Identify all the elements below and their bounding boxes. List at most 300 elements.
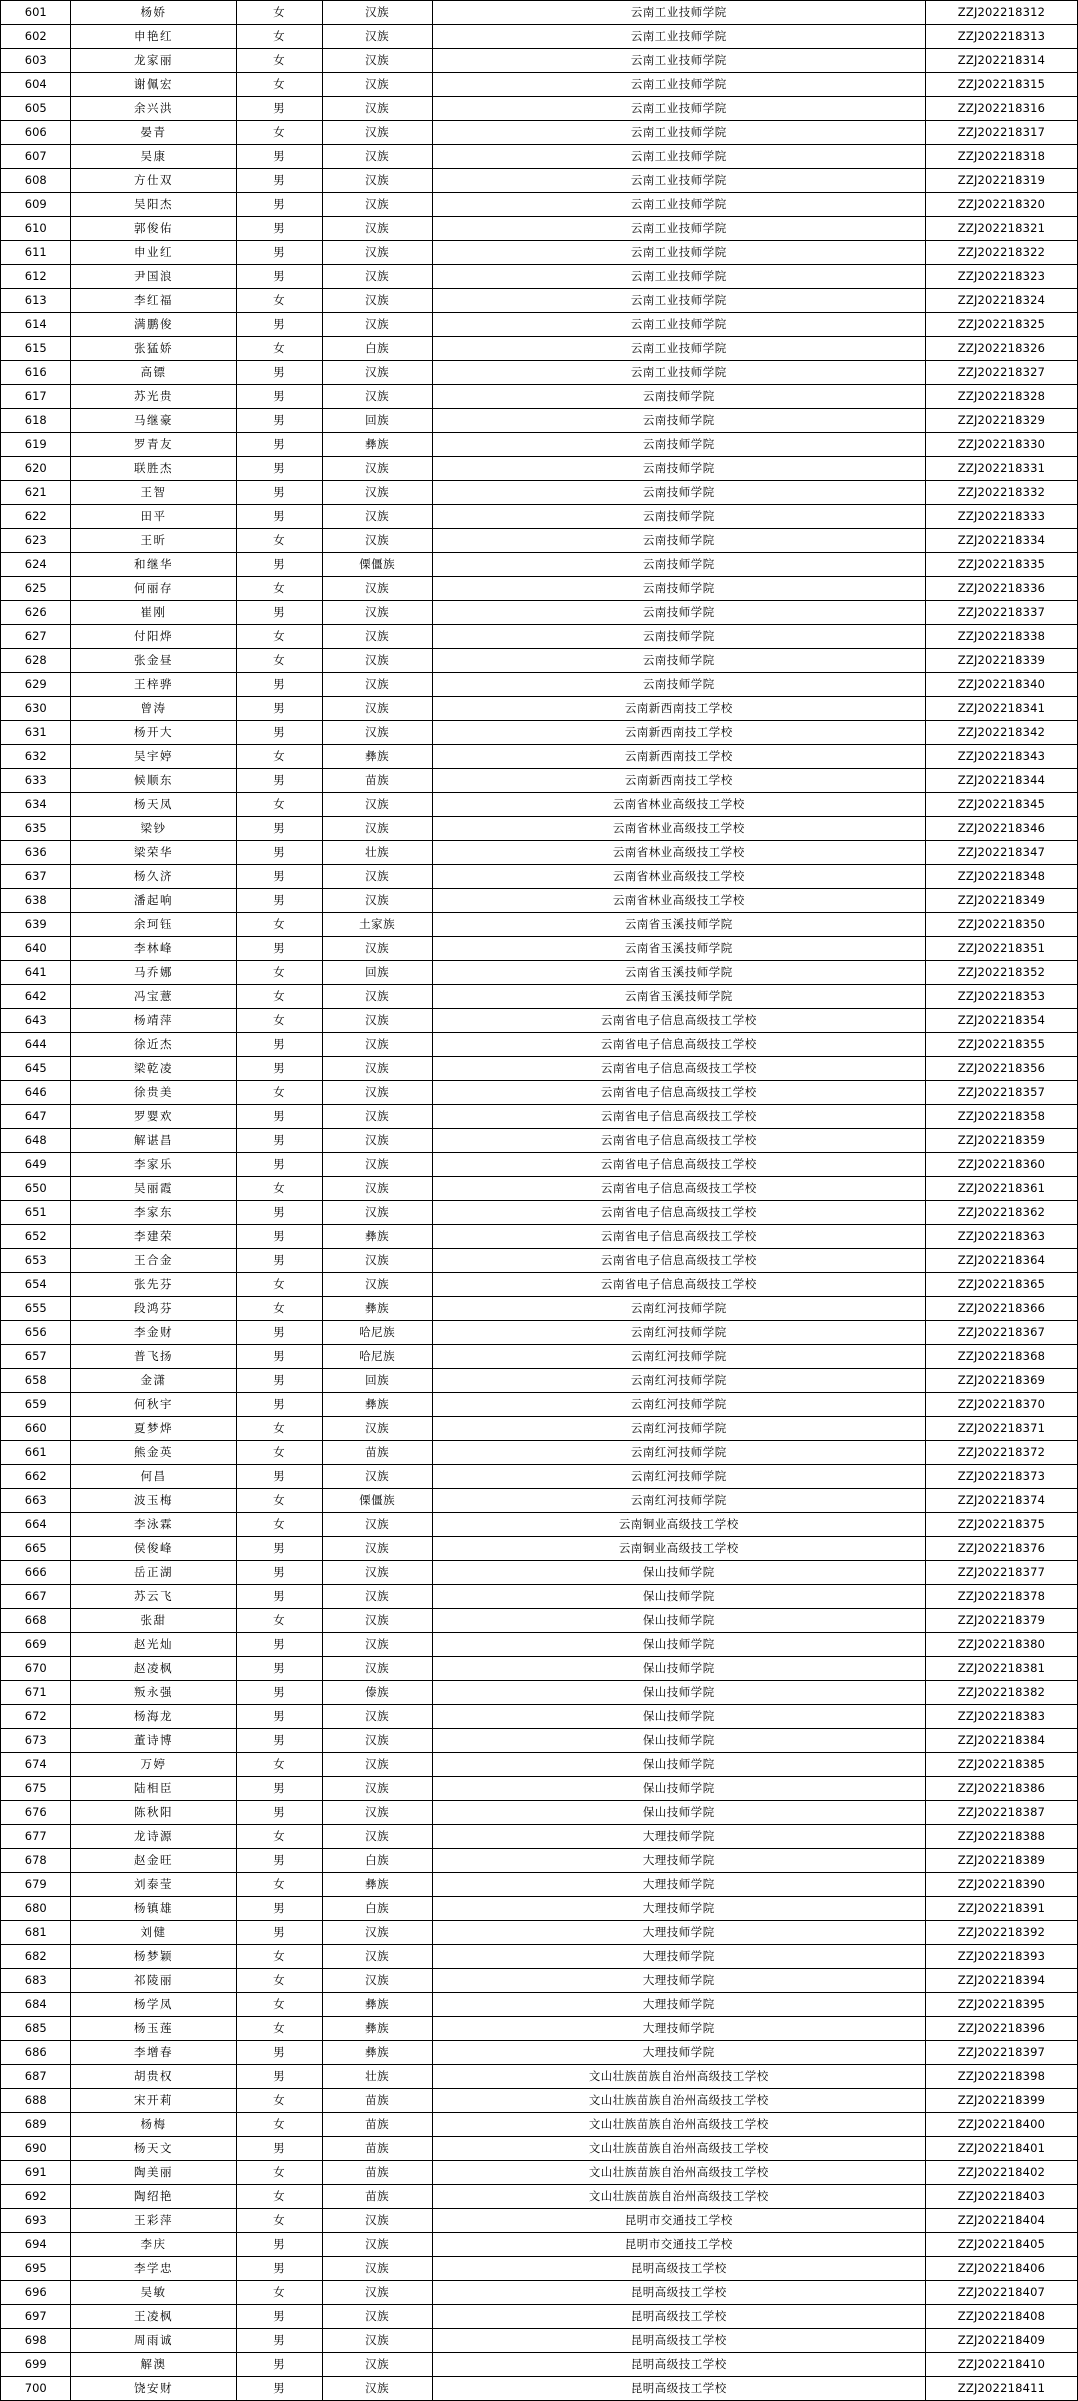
row-school: 云南技师学院 [432,481,925,505]
row-sex: 男 [236,169,322,193]
row-certificate-id: ZZJ202218356 [925,1057,1077,1081]
row-school: 云南新西南技工学校 [432,745,925,769]
row-name: 杨学凤 [71,1993,236,2017]
row-index: 678 [1,1849,71,1873]
row-school: 昆明高级技工学校 [432,2353,925,2377]
table-row [1,2209,1078,2233]
row-ethnicity: 白族 [322,1849,432,1873]
row-sex: 女 [236,2209,322,2233]
row-sex: 男 [236,1729,322,1753]
row-certificate-id: ZZJ202218376 [925,1537,1077,1561]
row-name: 梁荣华 [71,841,236,865]
row-sex: 男 [236,217,322,241]
row-index: 676 [1,1801,71,1825]
row-school: 保山技师学院 [432,1561,925,1585]
row-sex: 女 [236,649,322,673]
row-name: 杨开大 [71,721,236,745]
row-index: 661 [1,1441,71,1465]
row-school: 云南省玉溪技师学院 [432,961,925,985]
row-sex: 女 [236,1489,322,1513]
row-ethnicity: 汉族 [322,169,432,193]
table-row [1,1873,1078,1897]
row-index: 647 [1,1105,71,1129]
table-row [1,2185,1078,2209]
row-name: 李建荣 [71,1225,236,1249]
table-row [1,697,1078,721]
row-index: 699 [1,2353,71,2377]
row-ethnicity: 苗族 [322,2161,432,2185]
row-sex: 男 [236,841,322,865]
row-name: 付阳烨 [71,625,236,649]
row-name: 王凌枫 [71,2305,236,2329]
row-name: 潘起响 [71,889,236,913]
row-ethnicity: 汉族 [322,1057,432,1081]
row-ethnicity: 汉族 [322,1513,432,1537]
row-school: 文山壮族苗族自治州高级技工学校 [432,2161,925,2185]
row-index: 641 [1,961,71,985]
row-index: 645 [1,1057,71,1081]
row-certificate-id: ZZJ202218380 [925,1633,1077,1657]
row-index: 611 [1,241,71,265]
row-certificate-id: ZZJ202218359 [925,1129,1077,1153]
row-certificate-id: ZZJ202218320 [925,193,1077,217]
row-name: 赵光灿 [71,1633,236,1657]
table-row [1,913,1078,937]
row-sex: 男 [236,2305,322,2329]
table-row [1,2089,1078,2113]
row-sex: 女 [236,2017,322,2041]
row-name: 万婷 [71,1753,236,1777]
row-ethnicity: 汉族 [322,937,432,961]
row-name: 解澳 [71,2353,236,2377]
table-row [1,937,1078,961]
table-row [1,2137,1078,2161]
row-certificate-id: ZZJ202218316 [925,97,1077,121]
row-school: 云南技师学院 [432,577,925,601]
row-name: 冯宝薏 [71,985,236,1009]
row-ethnicity: 白族 [322,1897,432,1921]
row-certificate-id: ZZJ202218382 [925,1681,1077,1705]
row-name: 何昌 [71,1465,236,1489]
row-school: 云南省玉溪技师学院 [432,985,925,1009]
row-school: 云南红河技师学院 [432,1321,925,1345]
row-sex: 女 [236,1609,322,1633]
row-name: 波玉梅 [71,1489,236,1513]
row-name: 吴敏 [71,2281,236,2305]
row-school: 云南技师学院 [432,553,925,577]
row-sex: 女 [236,1273,322,1297]
row-name: 晏青 [71,121,236,145]
row-ethnicity: 彝族 [322,2017,432,2041]
table-row [1,553,1078,577]
roster-table-body [1,1,1078,2401]
row-school: 云南铜业高级技工学校 [432,1513,925,1537]
row-ethnicity: 汉族 [322,793,432,817]
row-certificate-id: ZZJ202218335 [925,553,1077,577]
row-index: 608 [1,169,71,193]
row-name: 曾涛 [71,697,236,721]
row-index: 628 [1,649,71,673]
row-school: 保山技师学院 [432,1801,925,1825]
row-sex: 男 [236,193,322,217]
table-row [1,1489,1078,1513]
row-index: 616 [1,361,71,385]
row-name: 申艳红 [71,25,236,49]
row-name: 谢佩宏 [71,73,236,97]
row-school: 云南新西南技工学校 [432,721,925,745]
row-name: 陆相臣 [71,1777,236,1801]
row-certificate-id: ZZJ202218366 [925,1297,1077,1321]
row-ethnicity: 汉族 [322,2281,432,2305]
row-sex: 男 [236,97,322,121]
row-index: 691 [1,2161,71,2185]
row-index: 685 [1,2017,71,2041]
row-index: 680 [1,1897,71,1921]
row-certificate-id: ZZJ202218386 [925,1777,1077,1801]
row-index: 614 [1,313,71,337]
row-name: 熊金英 [71,1441,236,1465]
row-name: 周雨诚 [71,2329,236,2353]
row-sex: 男 [236,361,322,385]
table-row [1,1705,1078,1729]
row-name: 夏梦烨 [71,1417,236,1441]
table-row [1,1345,1078,1369]
row-school: 云南省电子信息高级技工学校 [432,1225,925,1249]
row-index: 612 [1,265,71,289]
row-certificate-id: ZZJ202218391 [925,1897,1077,1921]
row-ethnicity: 彝族 [322,1993,432,2017]
row-index: 646 [1,1081,71,1105]
row-index: 656 [1,1321,71,1345]
row-sex: 男 [236,385,322,409]
row-ethnicity: 汉族 [322,97,432,121]
row-index: 627 [1,625,71,649]
row-name: 杨海龙 [71,1705,236,1729]
row-name: 董诗博 [71,1729,236,1753]
row-index: 630 [1,697,71,721]
row-index: 695 [1,2257,71,2281]
row-certificate-id: ZZJ202218367 [925,1321,1077,1345]
row-ethnicity: 哈尼族 [322,1321,432,1345]
row-ethnicity: 汉族 [322,1129,432,1153]
row-sex: 女 [236,2113,322,2137]
row-name: 崔刚 [71,601,236,625]
row-name: 李学忠 [71,2257,236,2281]
table-row [1,25,1078,49]
row-certificate-id: ZZJ202218402 [925,2161,1077,2185]
row-sex: 男 [236,817,322,841]
row-school: 文山壮族苗族自治州高级技工学校 [432,2089,925,2113]
row-certificate-id: ZZJ202218330 [925,433,1077,457]
row-index: 669 [1,1633,71,1657]
row-certificate-id: ZZJ202218355 [925,1033,1077,1057]
row-name: 梁乾凌 [71,1057,236,1081]
row-ethnicity: 汉族 [322,673,432,697]
row-ethnicity: 汉族 [322,193,432,217]
row-certificate-id: ZZJ202218351 [925,937,1077,961]
row-sex: 男 [236,457,322,481]
row-ethnicity: 彝族 [322,745,432,769]
table-row [1,2017,1078,2041]
row-index: 609 [1,193,71,217]
row-school: 云南技师学院 [432,457,925,481]
row-sex: 女 [236,1969,322,1993]
row-school: 云南工业技师学院 [432,313,925,337]
row-ethnicity: 汉族 [322,1153,432,1177]
row-sex: 男 [236,1633,322,1657]
row-name: 高镖 [71,361,236,385]
row-index: 670 [1,1657,71,1681]
row-ethnicity: 汉族 [322,265,432,289]
row-certificate-id: ZZJ202218398 [925,2065,1077,2089]
row-ethnicity: 汉族 [322,1105,432,1129]
row-sex: 男 [236,1705,322,1729]
row-ethnicity: 汉族 [322,625,432,649]
row-name: 徐贵美 [71,1081,236,1105]
row-certificate-id: ZZJ202218313 [925,25,1077,49]
row-sex: 女 [236,1417,322,1441]
table-row [1,289,1078,313]
row-certificate-id: ZZJ202218344 [925,769,1077,793]
row-sex: 女 [236,1009,322,1033]
table-row [1,2353,1078,2377]
table-row [1,1777,1078,1801]
table-row [1,73,1078,97]
row-index: 674 [1,1753,71,1777]
row-sex: 女 [236,1441,322,1465]
row-index: 640 [1,937,71,961]
row-sex: 女 [236,1,322,25]
row-name: 王梓骅 [71,673,236,697]
row-certificate-id: ZZJ202218373 [925,1465,1077,1489]
row-index: 610 [1,217,71,241]
row-sex: 女 [236,1513,322,1537]
row-certificate-id: ZZJ202218390 [925,1873,1077,1897]
table-row [1,2065,1078,2089]
row-school: 云南红河技师学院 [432,1417,925,1441]
row-ethnicity: 汉族 [322,121,432,145]
row-certificate-id: ZZJ202218328 [925,385,1077,409]
row-sex: 男 [236,1057,322,1081]
row-ethnicity: 汉族 [322,1201,432,1225]
row-index: 682 [1,1945,71,1969]
row-sex: 男 [236,1105,322,1129]
row-school: 云南省电子信息高级技工学校 [432,1201,925,1225]
table-row [1,2377,1078,2401]
row-sex: 男 [236,937,322,961]
row-index: 663 [1,1489,71,1513]
row-name: 满鹏俊 [71,313,236,337]
row-index: 643 [1,1009,71,1033]
row-ethnicity: 汉族 [322,817,432,841]
row-ethnicity: 汉族 [322,1273,432,1297]
row-name: 杨梅 [71,2113,236,2137]
row-name: 申业红 [71,241,236,265]
row-ethnicity: 汉族 [322,889,432,913]
row-ethnicity: 汉族 [322,2257,432,2281]
table-row [1,145,1078,169]
table-row [1,1129,1078,1153]
row-name: 段鸿芬 [71,1297,236,1321]
row-school: 昆明高级技工学校 [432,2281,925,2305]
table-row [1,817,1078,841]
row-certificate-id: ZZJ202218401 [925,2137,1077,2161]
row-school: 云南红河技师学院 [432,1369,925,1393]
row-ethnicity: 汉族 [322,1609,432,1633]
table-row [1,1921,1078,1945]
row-name: 吴阳杰 [71,193,236,217]
row-index: 688 [1,2089,71,2113]
table-row [1,1681,1078,1705]
row-school: 云南技师学院 [432,601,925,625]
row-ethnicity: 汉族 [322,1633,432,1657]
row-sex: 男 [236,1849,322,1873]
row-certificate-id: ZZJ202218395 [925,1993,1077,2017]
row-index: 613 [1,289,71,313]
table-row [1,1177,1078,1201]
row-name: 李增春 [71,2041,236,2065]
row-ethnicity: 汉族 [322,2233,432,2257]
row-name: 杨梦颖 [71,1945,236,1969]
row-sex: 男 [236,2065,322,2089]
row-index: 636 [1,841,71,865]
row-sex: 男 [236,265,322,289]
row-sex: 女 [236,1177,322,1201]
row-school: 云南工业技师学院 [432,241,925,265]
row-sex: 男 [236,601,322,625]
row-name: 张甜 [71,1609,236,1633]
row-sex: 男 [236,1033,322,1057]
row-ethnicity: 白族 [322,337,432,361]
row-ethnicity: 汉族 [322,1657,432,1681]
row-index: 618 [1,409,71,433]
row-index: 667 [1,1585,71,1609]
row-school: 昆明市交通技工学校 [432,2209,925,2233]
row-certificate-id: ZZJ202218397 [925,2041,1077,2065]
row-certificate-id: ZZJ202218349 [925,889,1077,913]
row-sex: 男 [236,313,322,337]
row-sex: 女 [236,625,322,649]
row-index: 624 [1,553,71,577]
row-school: 保山技师学院 [432,1729,925,1753]
row-sex: 男 [236,145,322,169]
row-index: 697 [1,2305,71,2329]
row-sex: 女 [236,1993,322,2017]
table-row [1,1249,1078,1273]
row-sex: 男 [236,1129,322,1153]
row-name: 侯俊峰 [71,1537,236,1561]
row-ethnicity: 壮族 [322,2065,432,2089]
row-ethnicity: 傈僵族 [322,553,432,577]
row-school: 保山技师学院 [432,1657,925,1681]
row-school: 云南技师学院 [432,649,925,673]
row-name: 李金财 [71,1321,236,1345]
table-row [1,1441,1078,1465]
row-ethnicity: 汉族 [322,601,432,625]
row-index: 652 [1,1225,71,1249]
row-school: 昆明高级技工学校 [432,2329,925,2353]
row-name: 张先芬 [71,1273,236,1297]
row-school: 昆明高级技工学校 [432,2377,925,2401]
row-sex: 女 [236,1753,322,1777]
table-row [1,1609,1078,1633]
row-ethnicity: 汉族 [322,2305,432,2329]
row-ethnicity: 傣族 [322,1681,432,1705]
table-row [1,529,1078,553]
row-name: 岳正湖 [71,1561,236,1585]
row-index: 660 [1,1417,71,1441]
row-school: 云南省林业高级技工学校 [432,817,925,841]
row-index: 664 [1,1513,71,1537]
row-ethnicity: 汉族 [322,1753,432,1777]
row-index: 686 [1,2041,71,2065]
row-ethnicity: 汉族 [322,2377,432,2401]
row-sex: 男 [236,481,322,505]
row-name: 苏云飞 [71,1585,236,1609]
row-school: 云南省电子信息高级技工学校 [432,1081,925,1105]
row-school: 云南工业技师学院 [432,193,925,217]
row-certificate-id: ZZJ202218372 [925,1441,1077,1465]
row-sex: 男 [236,2233,322,2257]
table-row [1,1753,1078,1777]
row-sex: 男 [236,1201,322,1225]
row-certificate-id: ZZJ202218400 [925,2113,1077,2137]
row-sex: 男 [236,1537,322,1561]
row-name: 陶绍艳 [71,2185,236,2209]
row-sex: 男 [236,1369,322,1393]
row-sex: 男 [236,2137,322,2161]
row-index: 603 [1,49,71,73]
row-sex: 男 [236,553,322,577]
row-ethnicity: 汉族 [322,985,432,1009]
row-index: 625 [1,577,71,601]
row-name: 王彩萍 [71,2209,236,2233]
row-certificate-id: ZZJ202218409 [925,2329,1077,2353]
row-index: 690 [1,2137,71,2161]
row-index: 694 [1,2233,71,2257]
row-sex: 男 [236,673,322,697]
row-sex: 女 [236,961,322,985]
table-row [1,1033,1078,1057]
table-row [1,481,1078,505]
row-certificate-id: ZZJ202218358 [925,1105,1077,1129]
row-name: 余珂钰 [71,913,236,937]
row-school: 大理技师学院 [432,1969,925,1993]
row-certificate-id: ZZJ202218336 [925,577,1077,601]
row-name: 饶安财 [71,2377,236,2401]
row-index: 648 [1,1129,71,1153]
row-school: 大理技师学院 [432,1873,925,1897]
row-school: 云南省林业高级技工学校 [432,865,925,889]
row-sex: 男 [236,697,322,721]
row-school: 云南工业技师学院 [432,49,925,73]
row-certificate-id: ZZJ202218377 [925,1561,1077,1585]
row-ethnicity: 汉族 [322,217,432,241]
row-certificate-id: ZZJ202218337 [925,601,1077,625]
row-name: 杨天凤 [71,793,236,817]
row-certificate-id: ZZJ202218393 [925,1945,1077,1969]
table-row [1,1993,1078,2017]
row-ethnicity: 汉族 [322,49,432,73]
row-name: 苏光贵 [71,385,236,409]
row-ethnicity: 汉族 [322,385,432,409]
row-certificate-id: ZZJ202218381 [925,1657,1077,1681]
row-ethnicity: 汉族 [322,1801,432,1825]
row-sex: 男 [236,889,322,913]
row-sex: 女 [236,577,322,601]
table-row [1,1105,1078,1129]
row-certificate-id: ZZJ202218389 [925,1849,1077,1873]
